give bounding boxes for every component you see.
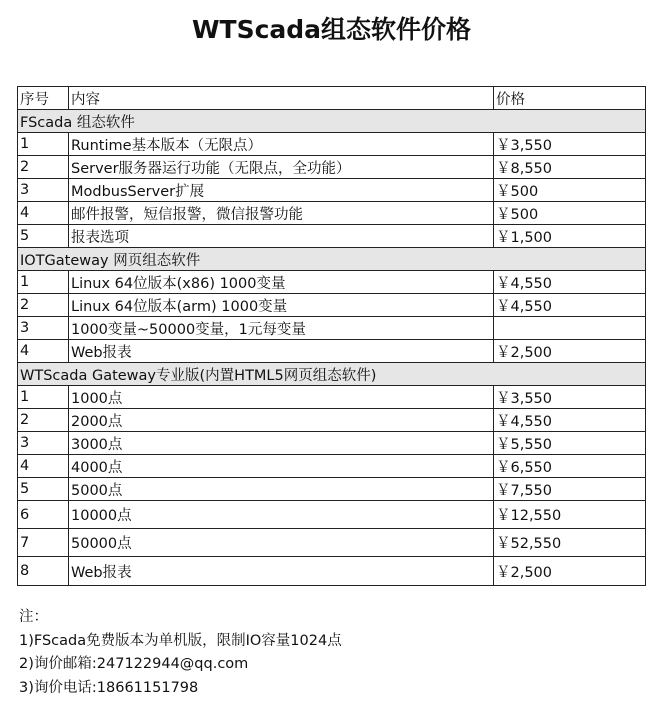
row-price: ￥6,550 [494,455,646,478]
note-line: 1)FScada免费版本为单机版，限制IO容量1024点 [19,632,342,649]
row-number: 1 [18,271,69,294]
row-number: 5 [18,478,69,501]
row-price: ￥12,550 [494,501,646,529]
row-number: 3 [18,179,69,202]
table-row [18,501,646,529]
row-content: 报表选项 [69,225,494,248]
section-row [18,110,646,133]
table-row [18,455,646,478]
notes [19,606,342,700]
section-title: WTScada Gateway专业版(内置HTML5网页组态软件) [18,363,646,386]
row-number: 4 [18,455,69,478]
note-line: 2)询价邮箱:247122944@qq.com [19,656,249,672]
table-row [18,133,646,156]
row-content: 3000点 [69,432,494,455]
row-content: 4000点 [69,455,494,478]
row-content: Web报表 [69,557,494,586]
row-price: ￥500 [494,179,646,202]
row-content: 5000点 [69,478,494,501]
row-number: 6 [18,501,69,529]
row-price: ￥4,550 [494,271,646,294]
table-header-row [18,87,646,110]
table-row [18,557,646,586]
row-price: ￥4,550 [494,409,646,432]
row-price: ￥3,550 [494,133,646,156]
row-price: ￥8,550 [494,156,646,179]
row-content: Web报表 [69,340,494,363]
row-number: 4 [18,202,69,225]
row-content: ModbusServer扩展 [69,179,494,202]
row-price: ￥2,500 [494,557,646,586]
table-row [18,202,646,225]
row-number: 1 [18,386,69,409]
header-content: 内容 [69,87,494,110]
page-title: WTScada组态软件价格 [191,15,472,44]
note-line: 3)询价电话:18661151798 [19,679,199,696]
row-number: 3 [18,432,69,455]
row-number: 2 [18,294,69,317]
table-row [18,271,646,294]
section-row [18,363,646,386]
row-content: 1000点 [69,386,494,409]
table-row [18,432,646,455]
table-row [18,340,646,363]
row-price: ￥7,550 [494,478,646,501]
row-price [494,317,646,340]
section-title: IOTGateway 网页组态软件 [18,248,646,271]
row-price: ￥5,550 [494,432,646,455]
table-row [18,386,646,409]
row-price: ￥4,550 [494,294,646,317]
section-title: FScada 组态软件 [18,110,646,133]
row-content: 2000点 [69,409,494,432]
table-row [18,478,646,501]
row-price: ￥2,500 [494,340,646,363]
table-row [18,317,646,340]
row-number: 7 [18,529,69,557]
row-price: ￥52,550 [494,529,646,557]
row-number: 5 [18,225,69,248]
section-row [18,248,646,271]
table-row [18,409,646,432]
row-price: ￥1,500 [494,225,646,248]
table-row [18,294,646,317]
row-number: 8 [18,557,69,586]
row-content: Linux 64位版本(x86) 1000变量 [69,271,494,294]
row-number: 4 [18,340,69,363]
row-content: 邮件报警，短信报警，微信报警功能 [69,202,494,225]
table-row [18,156,646,179]
header-price: 价格 [494,87,646,110]
row-number: 2 [18,409,69,432]
row-content: 10000点 [69,501,494,529]
row-content: Runtime基本版本（无限点） [69,133,494,156]
row-number: 1 [18,133,69,156]
row-content: 50000点 [69,529,494,557]
table-row [18,529,646,557]
row-number: 3 [18,317,69,340]
row-content: 1000变量~50000变量，1元每变量 [69,317,494,340]
row-price: ￥500 [494,202,646,225]
notes-heading: 注： [19,609,48,625]
row-number: 2 [18,156,69,179]
header-no: 序号 [18,87,69,110]
row-content: Server服务器运行功能（无限点，全功能） [69,156,494,179]
table-row [18,225,646,248]
row-content: Linux 64位版本(arm) 1000变量 [69,294,494,317]
row-price: ￥3,550 [494,386,646,409]
price-table [17,86,646,586]
table-row [18,179,646,202]
